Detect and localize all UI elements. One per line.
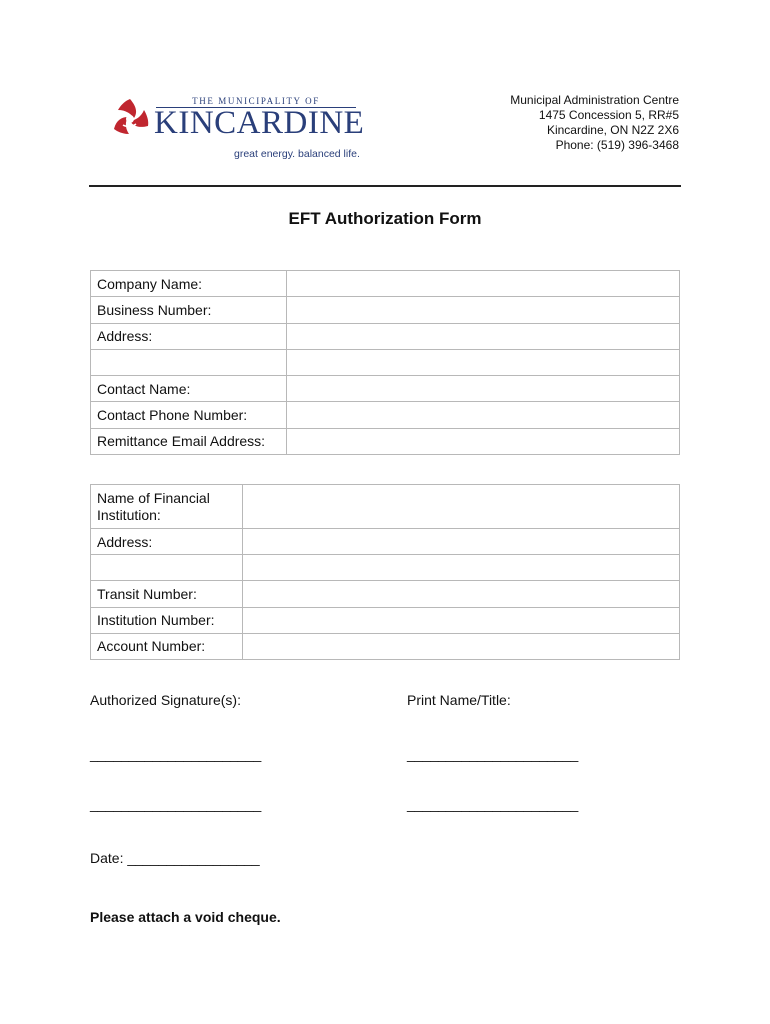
institution-address-field[interactable] <box>243 529 680 555</box>
empty-label-cell <box>91 349 287 375</box>
remittance-email-field[interactable] <box>287 428 680 454</box>
date-field[interactable]: Date: _________________ <box>90 850 260 866</box>
table-row <box>91 349 680 375</box>
municipality-logo <box>108 96 365 164</box>
contact-name-field[interactable] <box>287 376 680 402</box>
table-row <box>91 376 680 402</box>
empty-label-cell <box>91 555 243 581</box>
address-line: Kincardine, ON N2Z 2X6 <box>546 123 679 137</box>
kincardine-emblem-icon <box>108 96 152 140</box>
table-row <box>91 428 680 454</box>
logo-small-text: THE MUNICIPALITY OF <box>192 96 320 106</box>
institution-number-field[interactable] <box>243 607 680 633</box>
company-info-table <box>90 270 680 455</box>
institution-address-label: Address: <box>91 529 243 555</box>
transit-number-label: Transit Number: <box>91 581 243 607</box>
company-address-field[interactable] <box>287 323 680 349</box>
company-address-field-line2[interactable] <box>287 349 680 375</box>
table-row <box>91 323 680 349</box>
table-row <box>91 271 680 297</box>
print-name-title-label: Print Name/Title: <box>407 692 511 708</box>
table-row <box>91 529 680 555</box>
header-divider <box>89 185 681 187</box>
institution-name-field[interactable] <box>243 485 680 529</box>
business-number-field[interactable] <box>287 297 680 323</box>
table-row <box>91 297 680 323</box>
company-name-field[interactable] <box>287 271 680 297</box>
void-cheque-note: Please attach a void cheque. <box>90 909 281 925</box>
table-row <box>91 485 680 529</box>
institution-number-label: Institution Number: <box>91 607 243 633</box>
municipal-address <box>510 93 679 153</box>
account-number-field[interactable] <box>243 633 680 659</box>
signature-line-2[interactable]: ______________________ <box>90 796 262 812</box>
address-phone: Phone: (519) 396-3468 <box>555 138 679 152</box>
contact-name-label: Contact Name: <box>91 376 287 402</box>
transit-number-field[interactable] <box>243 581 680 607</box>
logo-main-text: KINCARDINE <box>154 105 365 141</box>
company-address-label: Address: <box>91 323 287 349</box>
table-row <box>91 402 680 428</box>
table-row <box>91 633 680 659</box>
address-line: 1475 Concession 5, RR#5 <box>538 108 679 122</box>
financial-institution-table <box>90 484 680 660</box>
logo-tagline: great energy. balanced life. <box>234 148 360 160</box>
contact-phone-label: Contact Phone Number: <box>91 402 287 428</box>
account-number-label: Account Number: <box>91 633 243 659</box>
company-name-label: Company Name: <box>91 271 287 297</box>
business-number-label: Business Number: <box>91 297 287 323</box>
signature-line-1[interactable]: ______________________ <box>90 746 262 762</box>
print-name-line-1[interactable]: ______________________ <box>407 746 579 762</box>
print-name-line-2[interactable]: ______________________ <box>407 796 579 812</box>
address-line: Municipal Administration Centre <box>510 93 679 107</box>
table-row <box>91 607 680 633</box>
authorized-signature-label: Authorized Signature(s): <box>90 692 241 708</box>
contact-phone-field[interactable] <box>287 402 680 428</box>
form-title: EFT Authorization Form <box>288 209 482 228</box>
table-row <box>91 555 680 581</box>
institution-name-label: Name of Financial Institution: <box>91 485 243 529</box>
table-row <box>91 581 680 607</box>
remittance-email-label: Remittance Email Address: <box>91 428 287 454</box>
institution-address-field-line2[interactable] <box>243 555 680 581</box>
